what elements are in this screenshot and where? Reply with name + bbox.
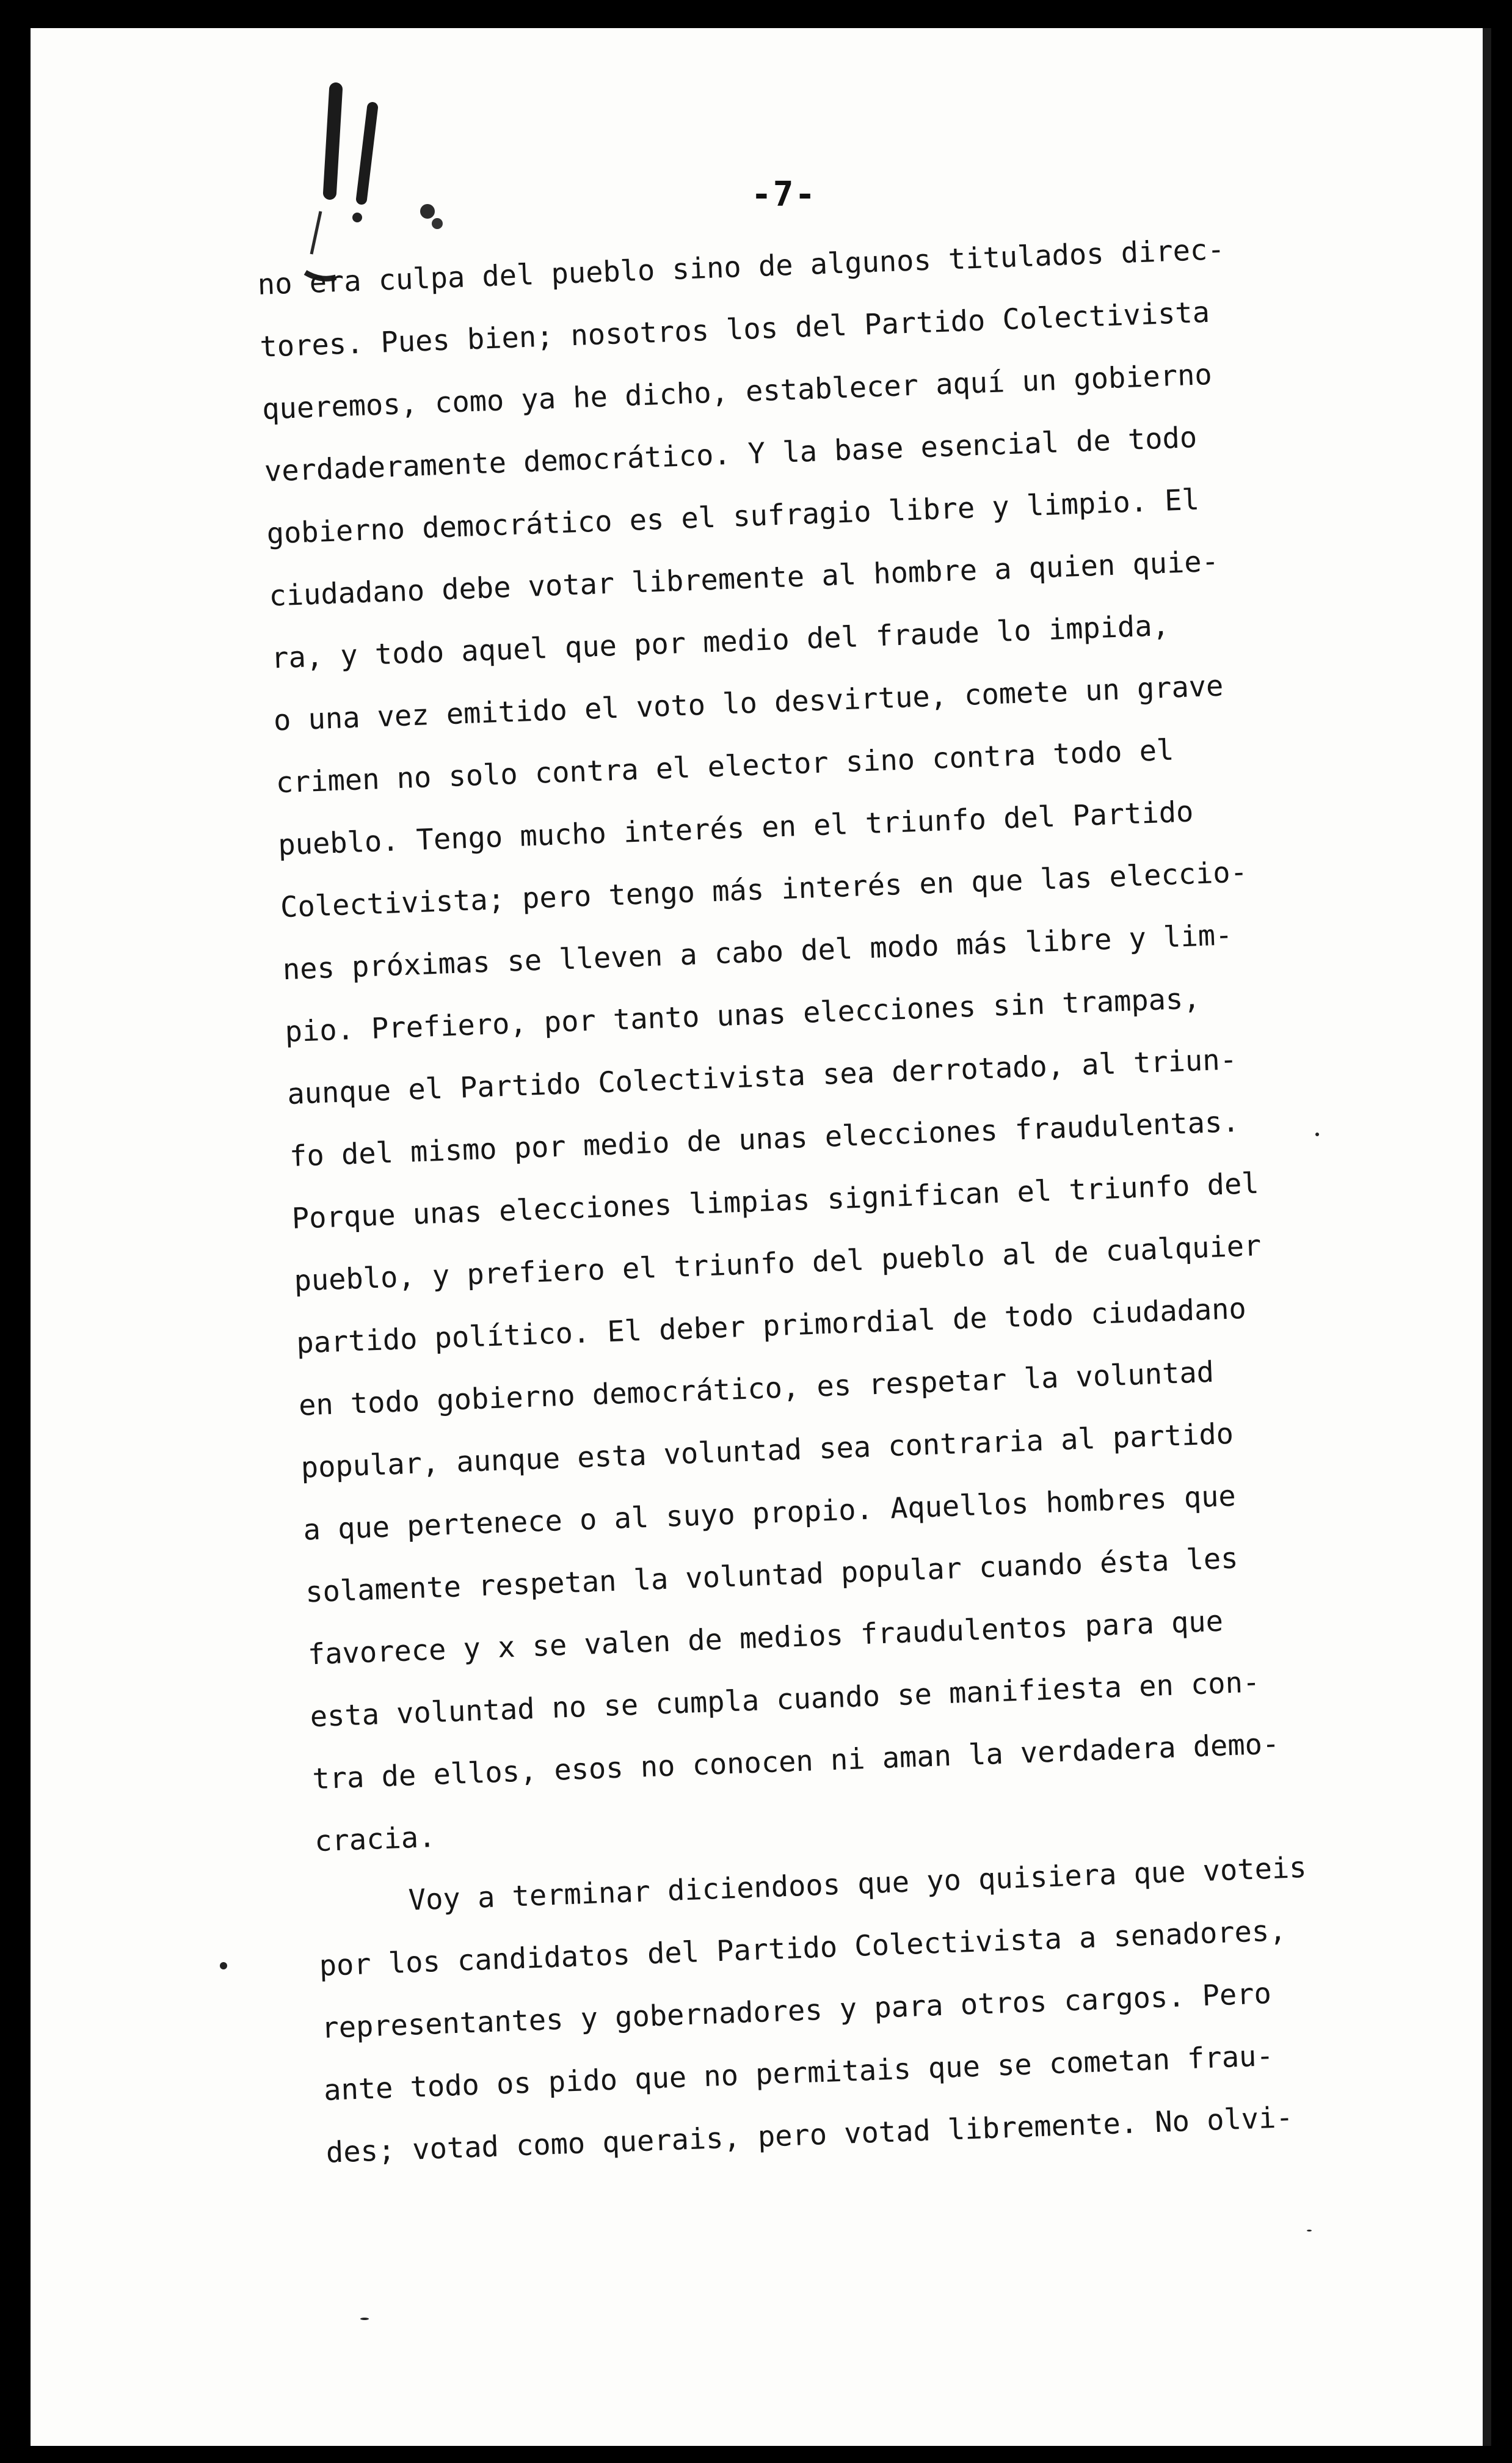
margin-speck	[220, 1962, 227, 1969]
text-line: tra de ellos, esos no conocen ni aman la verdadera demo-	[311, 1727, 1281, 1797]
text-line: esta voluntad no se cumpla cuando se manifiesta en con-	[309, 1665, 1261, 1734]
text-line: gobierno democrático es el sufragio libre y limpio. El	[266, 483, 1200, 551]
text-line: pueblo, y prefiero el triunfo del pueblo al de cualquier	[293, 1228, 1262, 1298]
text-line: nes próximas se lleven a cabo del modo más libre y lim-	[282, 918, 1234, 987]
paragraph	[316, 1837, 1317, 2184]
text-line: cracia.	[314, 1820, 437, 1859]
text-line: o una vez emitido el voto lo desvirtue, comete un grave	[273, 669, 1224, 738]
text-line: crimen no solo contra el elector sino contra todo el	[275, 733, 1175, 800]
text-line: Colectivista; pero tengo más interés en que las eleccio-	[280, 855, 1248, 925]
text-line: ra, y todo aquel que por medio del fraude lo impida,	[271, 608, 1170, 676]
text-line: pueblo. Tengo mucho interés en el triunfo del Partido	[277, 795, 1194, 863]
text-line: favorece y x se valen de medios fraudulentos para que	[307, 1604, 1224, 1672]
text-line: aunque el Partido Colectivista sea derrotado, al triun-	[286, 1043, 1238, 1112]
text-line: verdaderamente democrático. Y la base esencial de todo	[264, 420, 1198, 489]
text-line: ante todo os pido que no permitais que se cometan frau-	[323, 2038, 1274, 2107]
text-line: partido político. El deber primordial de todo ciudadano	[296, 1291, 1247, 1360]
text-line: por los candidatos del Partido Colectivista a senadores,	[318, 1914, 1287, 1983]
text-line: representantes y gobernadores y para otros cargos. Pero	[321, 1977, 1272, 2046]
text-line: Porque unas elecciones limpias significan el triunfo del	[291, 1166, 1260, 1236]
text-line: a que pertenece o al suyo propio. Aquellos hombres que	[302, 1479, 1237, 1547]
margin-speck	[1315, 1133, 1319, 1136]
text-line: fo del mismo por medio de unas elecciones fraudulentas.	[289, 1104, 1240, 1173]
text-line: no era culpa del pueblo sino de algunos titulados direc-	[256, 232, 1226, 302]
text-line: solamente respetan la voluntad popular cuando ésta les	[305, 1541, 1239, 1610]
text-line: Voy a terminar diciendoos que yo quisiera que voteis	[407, 1850, 1307, 1917]
text-line: en todo gobierno democrático, es respetar la voluntad	[298, 1355, 1215, 1423]
text-line: ciudadano debe votar libremente al hombre a quien quie-	[268, 544, 1219, 613]
text-line: queremos, como ya he dicho, establecer aquí un gobierno	[261, 357, 1213, 426]
body-text	[256, 218, 1317, 2184]
document-page	[31, 28, 1491, 2446]
margin-speck	[360, 2318, 369, 2320]
margin-speck	[1307, 2230, 1312, 2231]
page-number: -7-	[751, 175, 817, 214]
paragraph	[256, 218, 1306, 1874]
text-line: des; votad como querais, pero votad libremente. No olvi-	[325, 2100, 1294, 2170]
text-line: pio. Prefiero, por tanto unas elecciones sin trampas,	[284, 982, 1201, 1049]
text-line: popular, aunque esta voluntad sea contraria al partido	[300, 1417, 1234, 1485]
text-line: tores. Pues bien; nosotros los del Partido Colectivista	[259, 295, 1210, 364]
